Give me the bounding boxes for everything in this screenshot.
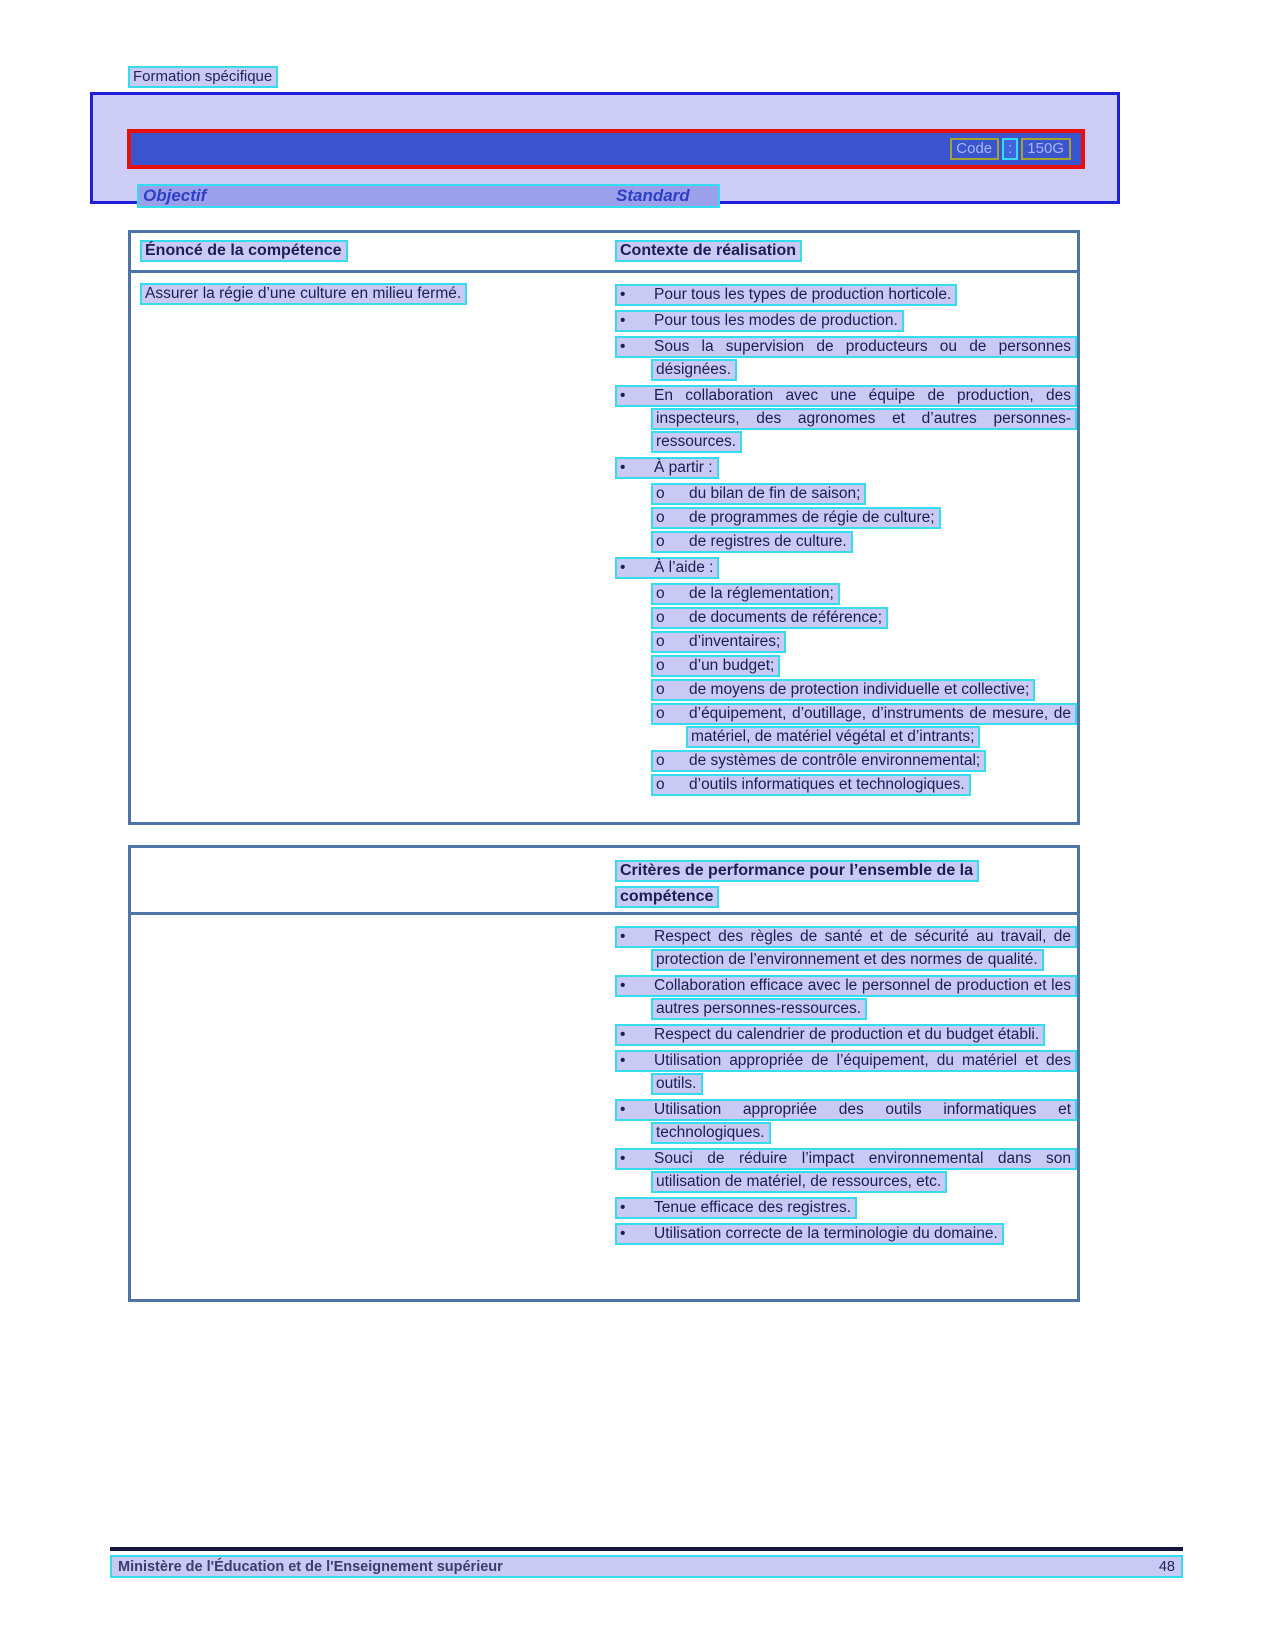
- page-footer: [110, 1555, 1183, 1578]
- bullet-icon: •: [620, 1052, 626, 1069]
- list-item: • À l’aide :: [615, 556, 1077, 579]
- circle-bullet-icon: o: [656, 705, 665, 722]
- circle-bullet-icon: o: [656, 633, 665, 650]
- page-section-label: [128, 68, 278, 85]
- list-item: o d’équipement, d’outillage, d’instruments de mesure, de matériel, de matériel végétal et d’intrants;: [615, 702, 1077, 748]
- list-item: • Tenue efficace des registres.: [615, 1196, 1077, 1219]
- ministry-name: Ministère de l'Éducation et de l'Enseignement supérieur: [118, 1558, 503, 1575]
- criteres-table-header-row: [131, 848, 1077, 915]
- list-item: • Sous la supervision de producteurs ou de personnes désignées.: [615, 335, 1077, 381]
- circle-bullet-icon: o: [656, 609, 665, 626]
- list-item: • Utilisation appropriée des outils informatiques et technologiques.: [615, 1098, 1077, 1144]
- circle-bullet-icon: o: [656, 776, 665, 793]
- circle-bullet-icon: o: [656, 485, 665, 502]
- bullet-icon: •: [620, 387, 626, 404]
- contexte-list: [615, 280, 1077, 797]
- circle-bullet-icon: o: [656, 533, 665, 550]
- list-item: • En collaboration avec une équipe de production, des inspecteurs, des agronomes et d’autres personnes-ressources.: [615, 384, 1077, 453]
- bullet-icon: •: [620, 1199, 626, 1216]
- list-item: o d’un budget;: [615, 654, 1077, 677]
- objectif-standard-strip: [137, 184, 720, 208]
- bullet-icon: •: [620, 1225, 626, 1242]
- criteres-list: [615, 922, 1077, 1248]
- code-separator: :: [1002, 138, 1018, 160]
- competence-table-header-row: [131, 233, 1077, 273]
- list-item: • Respect des règles de santé et de sécurité au travail, de protection de l’environnement et des normes de qualité.: [615, 925, 1077, 971]
- list-item: o d’inventaires;: [615, 630, 1077, 653]
- list-item: • Utilisation appropriée de l’équipement, du matériel et des outils.: [615, 1049, 1077, 1095]
- code-banner: [127, 129, 1085, 169]
- list-item: o de programmes de régie de culture;: [615, 506, 1077, 529]
- competence-statement: Assurer la régie d’une culture en milieu fermé.: [140, 283, 467, 305]
- list-item: o d’outils informatiques et technologiques.: [615, 773, 1077, 796]
- bullet-icon: •: [620, 1101, 626, 1118]
- list-item: • Pour tous les modes de production.: [615, 309, 1077, 332]
- list-item: o de la réglementation;: [615, 582, 1077, 605]
- formation-specifique-label: Formation spécifique: [128, 66, 278, 88]
- bullet-icon: •: [620, 1150, 626, 1167]
- circle-bullet-icon: o: [656, 509, 665, 526]
- list-item: • Souci de réduire l’impact environnemental dans son utilisation de matériel, de ressources, etc.: [615, 1147, 1077, 1193]
- objectif-heading: Objectif: [143, 186, 207, 205]
- bullet-icon: •: [620, 338, 626, 355]
- footer-rule: [110, 1547, 1183, 1551]
- page-number: 48: [1158, 1558, 1175, 1575]
- bullet-icon: •: [620, 312, 626, 329]
- code-value: 150G: [1021, 138, 1071, 160]
- bullet-icon: •: [620, 459, 626, 476]
- list-item: o de systèmes de contrôle environnemental;: [615, 749, 1077, 772]
- circle-bullet-icon: o: [656, 681, 665, 698]
- bullet-icon: •: [620, 928, 626, 945]
- competence-statement-cell: [140, 282, 605, 305]
- list-item: • Pour tous les types de production horticole.: [615, 283, 1077, 306]
- list-item: • Respect du calendrier de production et du budget établi.: [615, 1023, 1077, 1046]
- contexte-realisation-header: Contexte de réalisation: [615, 242, 802, 260]
- circle-bullet-icon: o: [656, 752, 665, 769]
- list-item: o de moyens de protection individuelle et collective;: [615, 678, 1077, 701]
- criteres-performance-header: Critères de performance pour l’ensemble de la compétence: [615, 858, 1063, 910]
- bullet-icon: •: [620, 977, 626, 994]
- code-label: Code: [950, 138, 999, 160]
- standard-heading: Standard: [616, 186, 690, 205]
- list-item: • Utilisation correcte de la terminologie du domaine.: [615, 1222, 1077, 1245]
- list-item: o de documents de référence;: [615, 606, 1077, 629]
- bullet-icon: •: [620, 286, 626, 303]
- enonce-competence-header: Énoncé de la compétence: [140, 242, 348, 260]
- list-item: • À partir :: [615, 456, 1077, 479]
- list-item: o de registres de culture.: [615, 530, 1077, 553]
- criteres-table: [128, 845, 1080, 1302]
- circle-bullet-icon: o: [656, 657, 665, 674]
- competence-table: [128, 230, 1080, 825]
- list-item: • Collaboration efficace avec le personnel de production et les autres personnes-ressources.: [615, 974, 1077, 1020]
- bullet-icon: •: [620, 1026, 626, 1043]
- bullet-icon: •: [620, 559, 626, 576]
- list-item: o du bilan de fin de saison;: [615, 482, 1077, 505]
- circle-bullet-icon: o: [656, 585, 665, 602]
